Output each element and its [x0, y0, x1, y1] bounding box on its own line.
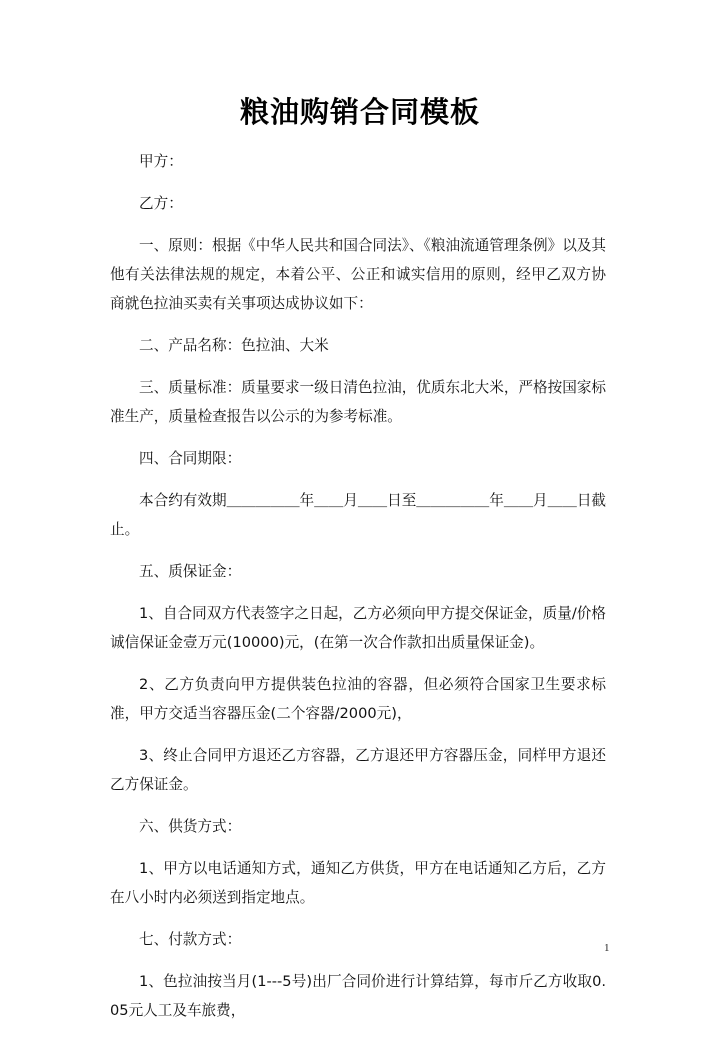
clause-6-heading: 六、供货方式： — [139, 818, 242, 835]
clause-2-product-name: 二、产品名称：色拉油、大米 — [139, 337, 329, 354]
clause-4-heading: 四、合同期限： — [139, 450, 242, 467]
clause-5-item-1: 1、自合同双方代表签字之日起，乙方必须向甲方提交保证金，质量/价格诚信保证金壹万元(10000)元，(在第一次合作款扣出质量保证金)。 — [110, 605, 606, 651]
party-a-line: 甲方： — [139, 153, 183, 170]
contract-term-line: 本合约有效期＿＿＿＿＿年＿＿月＿＿日至＿＿＿＿＿年＿＿月＿＿日截止。 — [110, 492, 607, 538]
clause-3-quality-standard: 三、质量标准：质量要求一级日清色拉油，优质东北大米，严格按国家标准生产，质量检查报告以公示的为参考标准。 — [110, 379, 607, 425]
document-title: 粮油购销合同模板 — [239, 95, 480, 129]
clause-6-item-1: 1、甲方以电话通知方式，通知乙方供货，甲方在电话通知乙方后，乙方在八小时内必须送到指定地点。 — [110, 860, 606, 906]
document-body — [110, 147, 606, 1038]
clause-7-item-1: 1、色拉油按当月(1---5号)出厂合同价进行计算结算，每市斤乙方收取0.05元人工及车旅费， — [110, 973, 606, 1019]
party-b-line: 乙方： — [139, 195, 183, 212]
page-number: 1 — [604, 942, 610, 954]
clause-5-heading: 五、质保证金： — [139, 563, 242, 580]
clause-5-item-3: 3、终止合同甲方退还乙方容器，乙方退还甲方容器压金，同样甲方退还乙方保证金。 — [110, 747, 606, 793]
clause-7-heading: 七、付款方式： — [139, 931, 242, 948]
clause-1-principle: 一、原则：根据《中华人民共和国合同法》、《粮油流通管理条例》以及其他有关法律法规的规定，本着公平、公正和诚实信用的原则，经甲乙双方协商就色拉油买卖有关事项达成协议如下： — [110, 237, 606, 312]
clause-5-item-2: 2、乙方负责向甲方提供装色拉油的容器，但必须符合国家卫生要求标准，甲方交适当容器压金(二个容器/2000元)， — [110, 676, 606, 722]
